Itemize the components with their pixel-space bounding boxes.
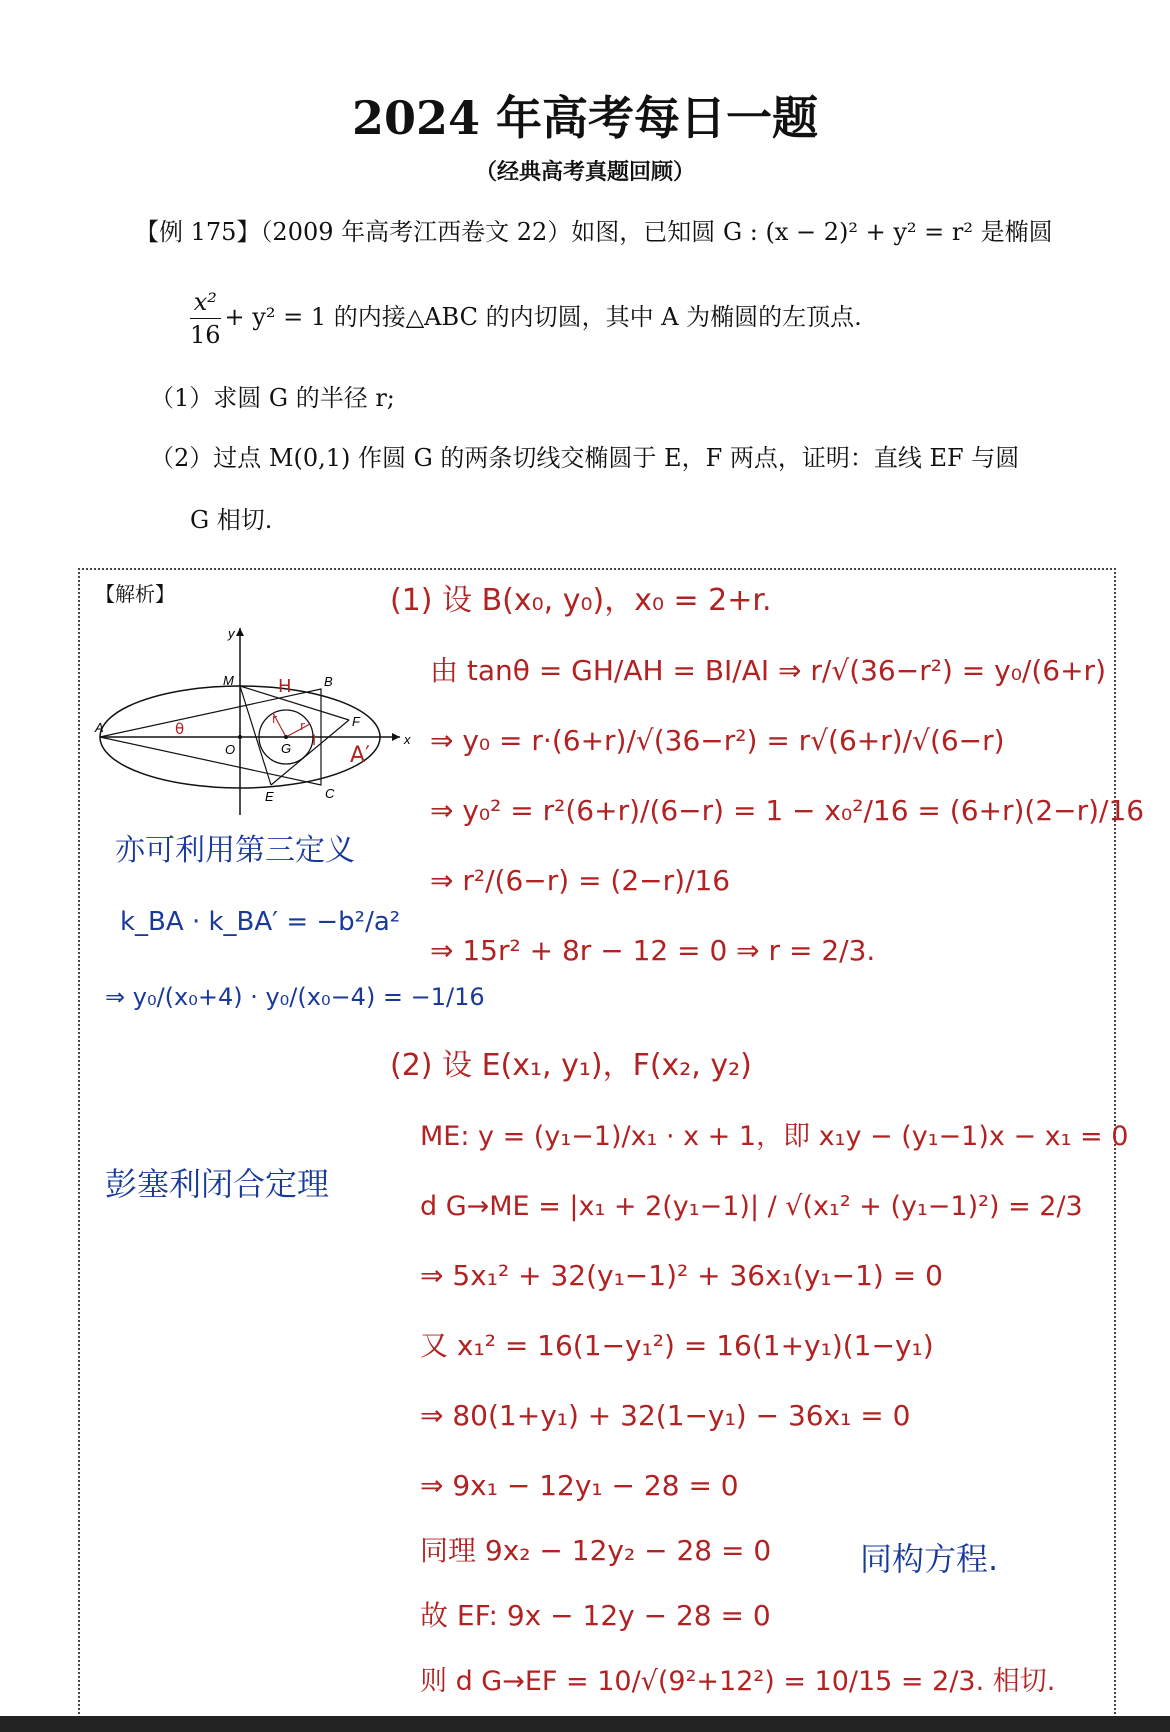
red-line-9: d G→ME = |x₁ + 2(y₁−1)| / √(x₁² + (y₁−1)²) = 2/3 xyxy=(420,1191,1083,1222)
label-i: I xyxy=(312,733,317,749)
blue-line-4: 彭塞利闭合定理 xyxy=(105,1165,330,1203)
solution-label: 【解析】 xyxy=(95,582,175,606)
blue-notes-left xyxy=(100,820,485,1240)
scan-edge xyxy=(0,1716,1170,1732)
label-x: x xyxy=(404,732,411,747)
blue-line-5: 同构方程. xyxy=(860,1540,999,1578)
label-g: G xyxy=(281,741,292,756)
blue-note-right xyxy=(855,1530,1075,1590)
label-y: y xyxy=(228,626,235,641)
red-line-1: (1) 设 B(x₀, y₀)，x₀ = 2+r. xyxy=(390,583,772,618)
label-f: F xyxy=(352,714,360,729)
red-line-7: (2) 设 E(x₁, y₁)，F(x₂, y₂) xyxy=(390,1048,752,1083)
red-line-16: 则 d G→EF = 10/√(9²+12²) = 10/15 = 2/3. 相切. xyxy=(420,1666,1056,1697)
blue-line-1: 亦可利用第三定义 xyxy=(115,833,355,868)
radius-mark-2 xyxy=(286,724,310,737)
red-line-14: 同理 9x₂ − 12y₂ − 28 = 0 xyxy=(420,1534,772,1567)
red-line-12: ⇒ 80(1+y₁) + 32(1−y₁) − 36x₁ = 0 xyxy=(420,1399,911,1432)
label-o: O xyxy=(225,742,236,757)
problem-line-2-text: + y² = 1 的内接△ABC 的内切圆，其中 A 为椭圆的左顶点. xyxy=(224,303,862,331)
red-line-6: ⇒ 15r² + 8r − 12 = 0 ⇒ r = 2/3. xyxy=(430,934,876,967)
blue-line-2: k_BA · k_BA′ = −b²/a² xyxy=(120,907,401,937)
red-line-15: 故 EF: 9x − 12y − 28 = 0 xyxy=(420,1599,771,1632)
problem-line-1: 【例 175】（2009 年高考江西卷文 22）如图，已知圆 G : (x − 2)² + y² = r² 是椭圆 xyxy=(135,218,1053,246)
blue-line-3: ⇒ y₀/(x₀+4) · y₀/(x₀−4) = −1/16 xyxy=(105,983,485,1011)
fraction-numerator: x² xyxy=(190,286,221,319)
red-line-11: 又 x₁² = 16(1−y₁²) = 16(1+y₁)(1−y₁) xyxy=(420,1329,934,1362)
label-radius-2: r xyxy=(300,719,305,733)
red-line-2: 由 tanθ = GH/AH = BI/AI ⇒ r/√(36−r²) = y₀/(6+r) xyxy=(430,654,1106,687)
label-m: M xyxy=(223,673,234,688)
red-line-8: ME: y = (y₁−1)/x₁ · x + 1，即 x₁y − (y₁−1)x − x₁ = 0 xyxy=(420,1121,1129,1152)
origin-point xyxy=(238,735,242,739)
question-2-continued: G 相切. xyxy=(190,506,273,534)
question-2: （2）过点 M(0,1) 作圆 G 的两条切线交椭圆于 E，F 两点，证明：直线 EF 与圆 xyxy=(150,444,1020,472)
red-line-10: ⇒ 5x₁² + 32(y₁−1)² + 36x₁(y₁−1) = 0 xyxy=(420,1259,943,1292)
label-a-prime: A′ xyxy=(350,743,371,768)
problem-line-2 xyxy=(190,286,862,351)
label-a: A xyxy=(95,720,104,735)
red-line-5: ⇒ r²/(6−r) = (2−r)/16 xyxy=(430,864,731,897)
page-subtitle: （经典高考真题回顾） xyxy=(474,159,695,185)
red-line-13: ⇒ 9x₁ − 12y₁ − 28 = 0 xyxy=(420,1469,739,1502)
label-theta: θ xyxy=(175,720,185,738)
red-line-4: ⇒ y₀² = r²(6+r)/(6−r) = 1 − x₀²/16 = (6+r)(2−r)/16 xyxy=(430,794,1145,827)
label-b: B xyxy=(324,674,333,689)
label-c: C xyxy=(325,786,335,801)
center-g-point xyxy=(284,735,288,739)
label-e: E xyxy=(265,789,274,804)
label-h: H xyxy=(278,676,292,697)
fraction-denominator: 16 xyxy=(190,321,221,349)
label-radius-1: r xyxy=(272,712,277,726)
y-axis-arrow xyxy=(236,628,244,636)
ellipse-fraction xyxy=(190,286,221,351)
page-title: 2024 年高考每日一题 xyxy=(351,91,819,145)
question-1: （1）求圆 G 的半径 r; xyxy=(150,384,395,412)
ellipse-figure xyxy=(95,620,415,820)
red-line-3: ⇒ y₀ = r·(6+r)/√(36−r²) = r√(6+r)/√(6−r) xyxy=(430,724,1005,757)
